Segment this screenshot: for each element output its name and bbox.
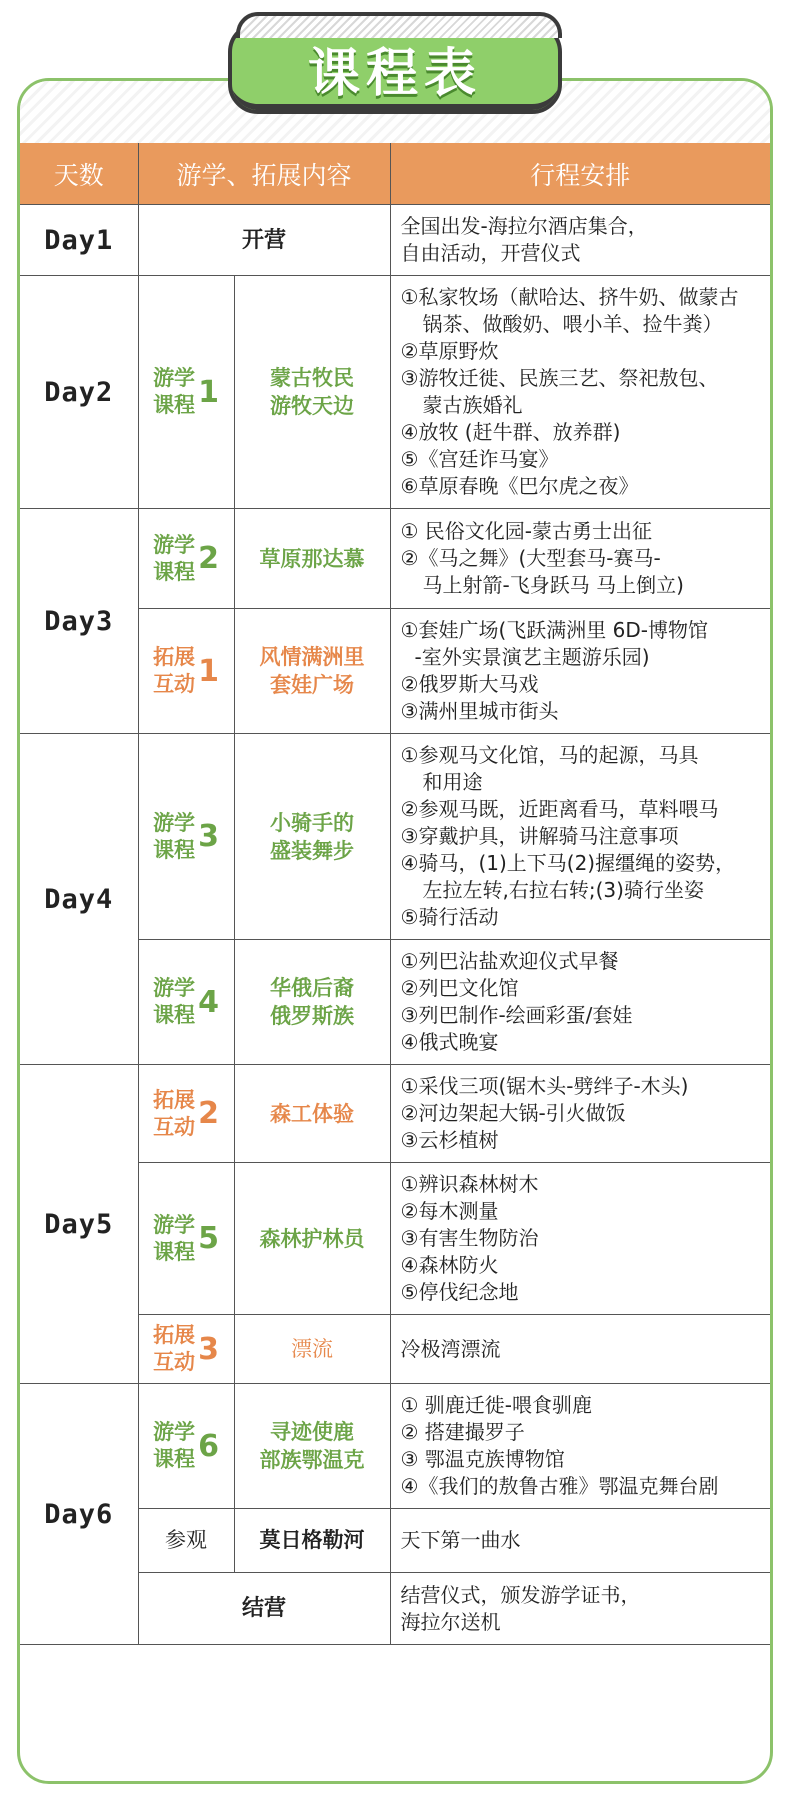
type-label: 游学 课程 bbox=[153, 1212, 196, 1264]
table-row bbox=[20, 205, 770, 276]
type-number: 4 bbox=[198, 984, 219, 1020]
type-cell bbox=[138, 940, 234, 1065]
type-label: 游学 课程 bbox=[153, 366, 196, 417]
detail-line: ①套娃广场(飞跃满洲里 6D-博物馆 bbox=[400, 618, 708, 642]
type-number: 2 bbox=[198, 1096, 219, 1131]
detail-line: 蒙古族婚礼 bbox=[422, 393, 523, 417]
table-row bbox=[20, 1384, 770, 1509]
detail-line: ④骑马，(1)上下马(2)握缰绳的姿势， bbox=[400, 851, 736, 875]
type-label: 游学 课程 bbox=[153, 810, 196, 862]
detail-line: 冷极湾漂流 bbox=[400, 1336, 501, 1361]
title-banner-top bbox=[236, 12, 562, 38]
type-label: 游学 课程 bbox=[153, 532, 196, 584]
detail-line: ② 搭建撮罗子 bbox=[400, 1420, 525, 1444]
table-row bbox=[20, 276, 770, 509]
type-number: 3 bbox=[198, 1331, 219, 1367]
type-number: 1 bbox=[198, 374, 219, 410]
topic-cell: 华俄后裔 俄罗斯族 bbox=[234, 940, 390, 1065]
type-cell bbox=[138, 1315, 234, 1384]
type-cell bbox=[138, 1065, 234, 1163]
detail-line: ⑤《宫廷诈马宴》 bbox=[400, 447, 559, 471]
detail-line: ⑥草原春晚《巴尔虎之夜》 bbox=[400, 474, 639, 498]
day-label: Day5 bbox=[20, 1065, 138, 1384]
detail-line: ③ 鄂温克族博物馆 bbox=[400, 1447, 565, 1471]
detail-line: ③列巴制作-绘画彩蛋/套娃 bbox=[400, 1003, 633, 1027]
topic-cell: 森工体验 bbox=[234, 1065, 390, 1163]
header-itinerary: 行程安排 bbox=[390, 143, 770, 205]
topic-cell: 结营 bbox=[138, 1573, 390, 1645]
table-row bbox=[20, 509, 770, 609]
detail-line: -室外实景演艺主题游乐园) bbox=[414, 645, 650, 669]
detail-cell bbox=[390, 1163, 770, 1315]
detail-line: 天下第一曲水 bbox=[400, 1528, 521, 1552]
topic-cell: 漂流 bbox=[234, 1315, 390, 1384]
detail-line: ④《我们的敖鲁古雅》鄂温克舞台剧 bbox=[400, 1474, 719, 1498]
header-content: 游学、拓展内容 bbox=[138, 143, 390, 205]
detail-line: ① 驯鹿迁徙-喂食驯鹿 bbox=[400, 1393, 593, 1417]
detail-line: ④森林防火 bbox=[400, 1253, 499, 1277]
topic-cell: 森林护林员 bbox=[234, 1163, 390, 1315]
detail-cell bbox=[390, 205, 770, 276]
type-number: 2 bbox=[198, 541, 219, 576]
detail-line: 锅茶、做酸奶、喂小羊、捡牛粪） bbox=[422, 312, 723, 336]
page-title: 课程表 bbox=[307, 43, 482, 104]
header-row bbox=[20, 143, 770, 205]
detail-cell bbox=[390, 609, 770, 734]
topic-cell: 寻迹使鹿 部族鄂温克 bbox=[234, 1384, 390, 1509]
detail-line: ①私家牧场（献哈达、挤牛奶、做蒙古 bbox=[400, 285, 739, 309]
topic-cell: 蒙古牧民 游牧天边 bbox=[234, 276, 390, 509]
detail-line: ③游牧迁徙、民族三艺、祭祀敖包、 bbox=[400, 366, 719, 390]
detail-line: ②俄罗斯大马戏 bbox=[400, 672, 539, 696]
type-cell bbox=[138, 609, 234, 734]
topic-cell: 莫日格勒河 bbox=[234, 1509, 390, 1573]
detail-cell bbox=[390, 1509, 770, 1573]
type-cell bbox=[138, 734, 234, 940]
detail-cell bbox=[390, 1384, 770, 1509]
detail-line: ①辨识森林树木 bbox=[400, 1172, 539, 1196]
type-cell bbox=[138, 276, 234, 509]
type-label: 游学 课程 bbox=[153, 976, 196, 1027]
detail-line: 全国出发-海拉尔酒店集合， bbox=[400, 214, 648, 238]
detail-line: ③云杉植树 bbox=[400, 1128, 499, 1152]
detail-line: ⑤停伐纪念地 bbox=[400, 1280, 519, 1304]
detail-line: 和用途 bbox=[422, 770, 483, 794]
detail-cell bbox=[390, 734, 770, 940]
type-label: 拓展 互动 bbox=[153, 645, 196, 696]
type-number: 1 bbox=[198, 653, 219, 689]
type-number: 6 bbox=[198, 1428, 219, 1464]
detail-line: ②河边架起大锅-引火做饭 bbox=[400, 1101, 626, 1125]
day-label: Day1 bbox=[20, 205, 138, 276]
detail-line: 结营仪式，颁发游学证书， bbox=[400, 1582, 641, 1607]
type-cell bbox=[138, 1163, 234, 1315]
type-cell: 参观 bbox=[138, 1509, 234, 1573]
detail-cell bbox=[390, 509, 770, 609]
detail-line: ②参观马既，近距离看马，草料喂马 bbox=[400, 797, 719, 821]
header-days: 天数 bbox=[20, 143, 138, 205]
type-number: 3 bbox=[198, 819, 219, 854]
table-row bbox=[20, 734, 770, 940]
detail-cell bbox=[390, 1573, 770, 1645]
detail-line: ①采伐三项(锯木头-劈绊子-木头) bbox=[400, 1074, 689, 1098]
detail-line: ① 民俗文化园-蒙古勇士出征 bbox=[400, 519, 653, 543]
detail-line: 海拉尔送机 bbox=[400, 1609, 501, 1634]
detail-line: ⑤骑行活动 bbox=[400, 905, 499, 929]
detail-line: ②《马之舞》(大型套马-赛马- bbox=[400, 546, 661, 570]
detail-cell bbox=[390, 1315, 770, 1384]
detail-line: ③满州里城市街头 bbox=[400, 699, 559, 723]
table-row bbox=[20, 1065, 770, 1163]
detail-cell bbox=[390, 940, 770, 1065]
detail-cell bbox=[390, 276, 770, 509]
topic-cell: 草原那达慕 bbox=[234, 509, 390, 609]
type-cell bbox=[138, 509, 234, 609]
type-label: 拓展 互动 bbox=[153, 1087, 196, 1139]
detail-line: ①参观马文化馆，马的起源，马具 bbox=[400, 743, 699, 767]
detail-line: ①列巴沾盐欢迎仪式早餐 bbox=[400, 949, 619, 973]
detail-line: ③有害生物防治 bbox=[400, 1226, 539, 1250]
day-label: Day6 bbox=[20, 1384, 138, 1645]
day-label: Day3 bbox=[20, 509, 138, 734]
type-label: 游学 课程 bbox=[153, 1420, 196, 1471]
topic-cell: 小骑手的 盛装舞步 bbox=[234, 734, 390, 940]
type-number: 5 bbox=[198, 1221, 219, 1256]
detail-line: 马上射箭-飞身跃马 马上倒立) bbox=[422, 573, 684, 597]
type-label: 拓展 互动 bbox=[153, 1323, 196, 1374]
day-label: Day4 bbox=[20, 734, 138, 1065]
topic-cell: 风情满洲里 套娃广场 bbox=[234, 609, 390, 734]
title-banner bbox=[228, 22, 562, 114]
detail-line: ④放牧 (赶牛群、放养群) bbox=[400, 420, 621, 444]
detail-line: ④俄式晚宴 bbox=[400, 1030, 499, 1054]
detail-line: ②草原野炊 bbox=[400, 339, 499, 363]
schedule-table bbox=[20, 143, 770, 1645]
detail-line: ③穿戴护具，讲解骑马注意事项 bbox=[400, 824, 679, 848]
detail-line: ②每木测量 bbox=[400, 1199, 499, 1223]
day-label: Day2 bbox=[20, 276, 138, 509]
detail-line: ②列巴文化馆 bbox=[400, 976, 519, 1000]
type-cell bbox=[138, 1384, 234, 1509]
detail-line: 自由活动，开营仪式 bbox=[400, 241, 581, 265]
topic-cell: 开营 bbox=[138, 205, 390, 276]
detail-line: 左拉左转,右拉右转;(3)骑行坐姿 bbox=[422, 878, 704, 902]
detail-cell bbox=[390, 1065, 770, 1163]
